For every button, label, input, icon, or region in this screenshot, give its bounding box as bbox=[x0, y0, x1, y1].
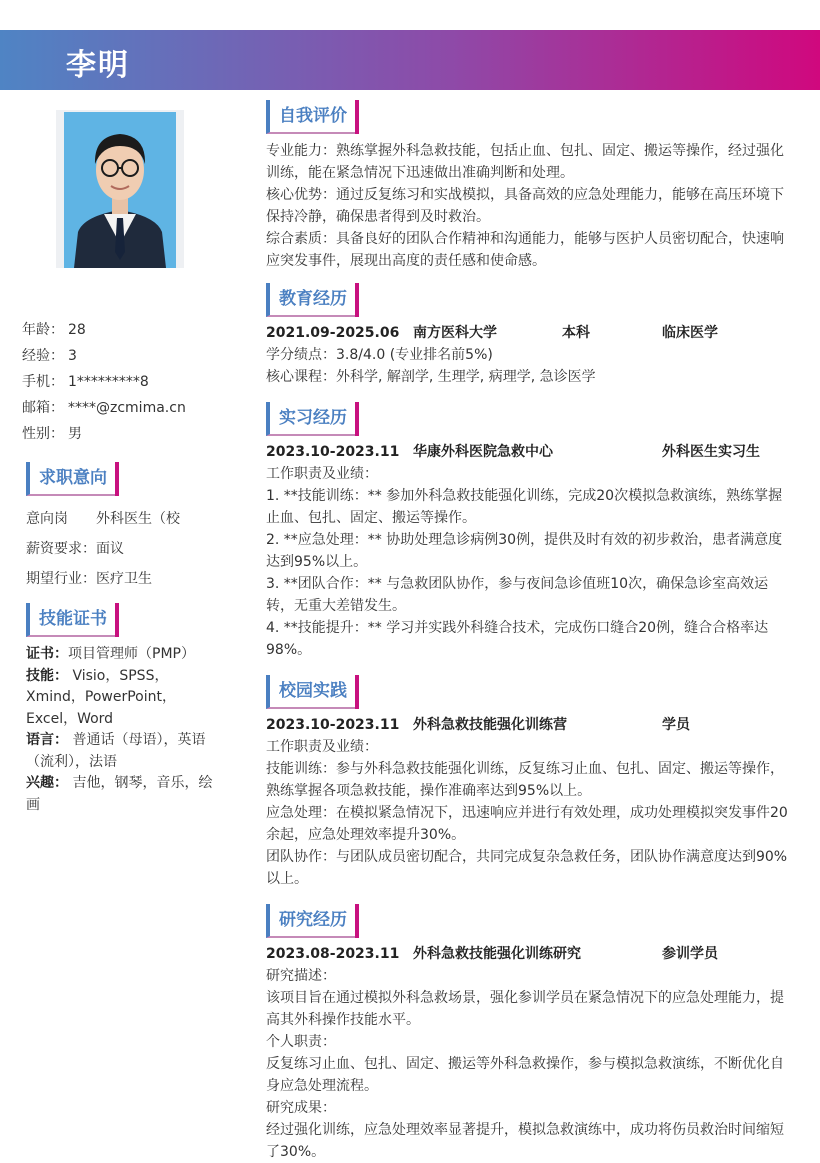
self-eval-para: 核心优势：通过反复练习和实战模拟，具备高效的应急处理能力，能够在高压环境下保持冷静，确保患者得到及时救治。 bbox=[266, 187, 784, 225]
internship-header bbox=[266, 441, 796, 463]
research-line: 该项目旨在通过模拟外科急救场景，强化参训学员在紧急情况下的应急处理能力，提高其外科操作技能水平。 bbox=[266, 990, 784, 1028]
research-role: 参训学员 bbox=[662, 946, 718, 962]
info-phone: 手机： 1*********8 bbox=[22, 374, 149, 390]
info-age: 年龄： 28 bbox=[22, 322, 86, 338]
education-line: 核心课程：外科学, 解剖学, 生理学, 病理学, 急诊医学 bbox=[266, 369, 596, 385]
internship-line: 4. **技能提升：** 学习并实践外科缝合技术，完成伤口缝合20例，缝合合格率达98%。 bbox=[266, 620, 769, 658]
job-intent-block bbox=[26, 504, 222, 594]
campus-date: 2023.10-2023.11 bbox=[266, 717, 400, 733]
internship-body bbox=[266, 441, 796, 661]
skill-certificate: 证书：项目管理师（PMP） bbox=[26, 646, 195, 662]
internship-org: 华康外科医院急救中心 bbox=[413, 444, 553, 460]
campus-line: 应急处理：在模拟紧急情况下，迅速响应并进行有效处理，成功处理模拟突发事件20余起，应急处理效率提升30%。 bbox=[266, 805, 788, 843]
photo-portrait bbox=[64, 112, 176, 268]
internship-role: 外科医生实习生 bbox=[662, 444, 760, 460]
intent-salary: 薪资要求：面议 bbox=[26, 541, 124, 557]
header-banner bbox=[0, 30, 820, 90]
self-eval-title: 自我评价 bbox=[266, 100, 355, 134]
research-title: 研究经历 bbox=[266, 904, 355, 938]
research-date: 2023.08-2023.11 bbox=[266, 946, 400, 962]
education-header bbox=[266, 322, 796, 344]
campus-line: 技能训练：参与外科急救技能强化训练，反复练习止血、包扎、固定、搬运等操作，熟练掌握各项急救技能，操作准确率达到95%以上。 bbox=[266, 761, 784, 799]
person-illustration bbox=[64, 112, 176, 268]
info-email: 邮箱： ****@zcmima.cn bbox=[22, 400, 186, 416]
campus-line: 工作职责及业绩： bbox=[266, 739, 378, 755]
research-line: 反复练习止血、包扎、固定、搬运等外科急救操作，参与模拟急救演练，不断优化自身应急处理流程。 bbox=[266, 1056, 784, 1094]
intent-industry: 期望行业：医疗卫生 bbox=[26, 571, 152, 587]
education-title: 教育经历 bbox=[266, 283, 355, 317]
internship-date: 2023.10-2023.11 bbox=[266, 444, 400, 460]
education-line: 学分绩点：3.8/4.0 (专业排名前5%) bbox=[266, 347, 493, 363]
skill-languages: 语言： 普通话（母语），英语（流利），法语 bbox=[26, 732, 206, 770]
research-header bbox=[266, 943, 796, 965]
education-body bbox=[266, 322, 796, 388]
campus-line: 团队协作：与团队成员密切配合，共同完成复杂急救任务，团队协作满意度达到90%以上。 bbox=[266, 849, 788, 887]
campus-title: 校园实践 bbox=[266, 675, 355, 709]
research-line: 研究成果： bbox=[266, 1100, 336, 1116]
candidate-name: 李明 bbox=[66, 48, 130, 83]
basic-info bbox=[22, 317, 222, 447]
intent-position: 意向岗 外科医生（校 bbox=[26, 511, 180, 527]
research-line: 经过强化训练，应急处理效率显著提升，模拟急救演练中，成功将伤员救治时间缩短了30%。 bbox=[266, 1122, 784, 1160]
internship-line: 2. **应急处理：** 协助处理急诊病例30例，提供及时有效的初步救治，患者满意度达到95%以上。 bbox=[266, 532, 783, 570]
research-line: 个人职责： bbox=[266, 1034, 336, 1050]
research-org: 外科急救技能强化训练研究 bbox=[413, 946, 581, 962]
research-body bbox=[266, 943, 796, 1163]
skill-interests: 兴趣： 吉他，钢琴，音乐，绘画 bbox=[26, 775, 213, 813]
education-major: 临床医学 bbox=[662, 325, 718, 341]
info-experience: 经验： 3 bbox=[22, 348, 77, 364]
self-eval-para: 专业能力：熟练掌握外科急救技能，包括止血、包扎、固定、搬运等操作，经过强化训练，能在紧急情况下迅速做出准确判断和处理。 bbox=[266, 143, 784, 181]
internship-title: 实习经历 bbox=[266, 402, 355, 436]
self-eval-body bbox=[266, 140, 796, 272]
campus-header bbox=[266, 714, 796, 736]
internship-line: 工作职责及业绩： bbox=[266, 466, 378, 482]
education-school: 南方医科大学 bbox=[413, 325, 497, 341]
skill-tools: 技能： Visio，SPSS，Xmind，PowerPoint，Excel，Word bbox=[26, 667, 176, 727]
internship-line: 1. **技能训练：** 参加外科急救技能强化训练，完成20次模拟急救演练，熟练掌握止血、包扎、固定、搬运等操作。 bbox=[266, 488, 783, 526]
profile-photo bbox=[56, 110, 184, 268]
self-eval-para: 综合素质：具备良好的团队合作精神和沟通能力，能够与医护人员密切配合，快速响应突发事件，展现出高度的责任感和使命感。 bbox=[266, 231, 784, 269]
campus-org: 外科急救技能强化训练营 bbox=[413, 717, 567, 733]
internship-line: 3. **团队合作：** 与急救团队协作，参与夜间急诊值班10次，确保急诊室高效运转，无重大差错发生。 bbox=[266, 576, 769, 614]
campus-role: 学员 bbox=[662, 717, 690, 733]
education-date: 2021.09-2025.06 bbox=[266, 325, 400, 341]
info-gender: 性别： 男 bbox=[22, 426, 82, 442]
education-degree: 本科 bbox=[562, 325, 590, 341]
job-intent-title: 求职意向 bbox=[26, 462, 115, 496]
campus-body bbox=[266, 714, 796, 890]
research-line: 研究描述： bbox=[266, 968, 336, 984]
skills-title: 技能证书 bbox=[26, 603, 115, 637]
skills-block bbox=[26, 644, 216, 816]
